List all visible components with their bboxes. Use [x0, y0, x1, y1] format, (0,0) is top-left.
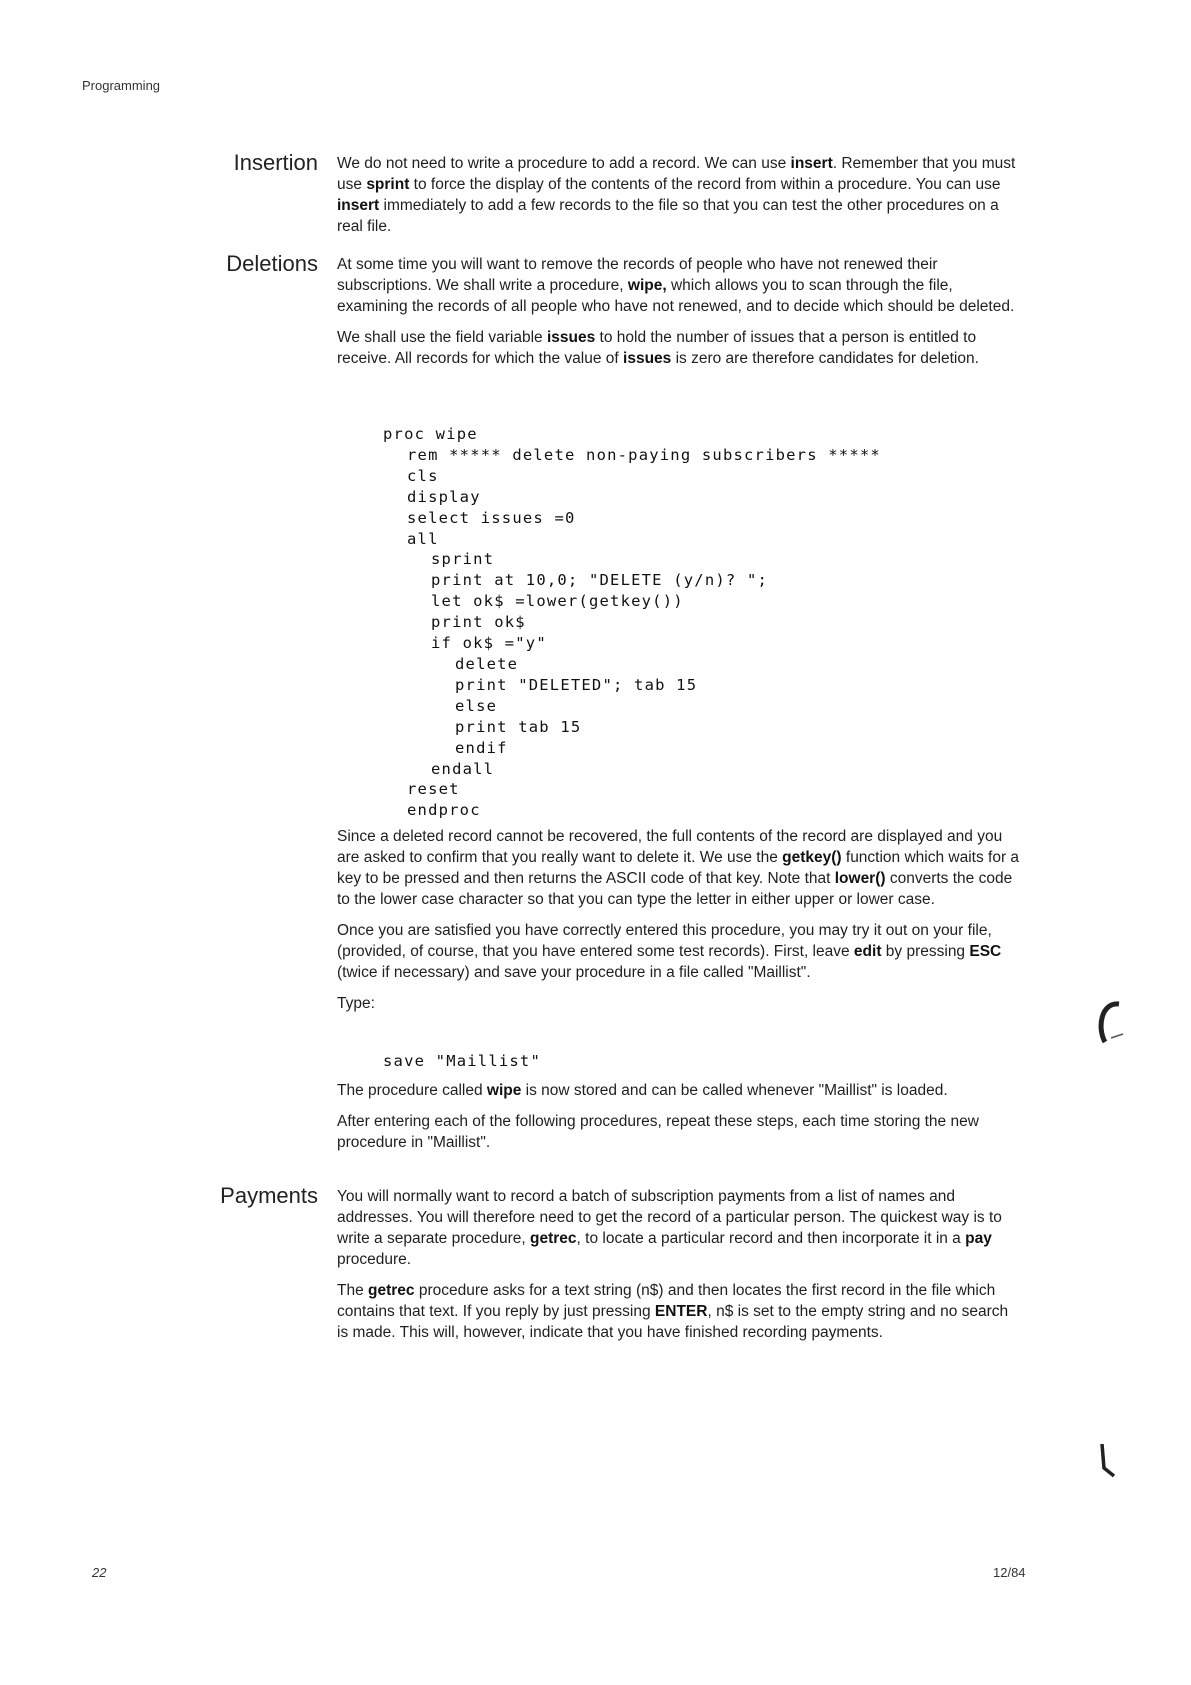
deletions-paragraph-6: After entering each of the following procedures, repeat these steps, each time storing the new procedure in "Maillist". — [337, 1113, 979, 1151]
page-number: 22 — [92, 1565, 107, 1580]
code-line: print at 10,0; "DELETE (y/n)? "; — [431, 571, 769, 590]
code-listing-wipe — [383, 424, 881, 821]
code-line: print tab 15 — [455, 717, 582, 736]
code-line: select issues =0 — [407, 508, 576, 527]
code-line: proc wipe — [383, 425, 478, 443]
code-line: delete — [455, 654, 519, 673]
payments-body — [337, 1186, 1023, 1353]
insertion-body — [337, 153, 1023, 247]
code-line: print "DELETED"; tab 15 — [455, 675, 698, 694]
binder-mark — [1096, 1440, 1120, 1485]
code-line: else — [455, 696, 498, 715]
code-line: cls — [407, 466, 439, 485]
code-line: let ok$ =lower(getkey()) — [431, 592, 684, 611]
deletions-body-top — [337, 254, 1023, 379]
code-line: rem ***** delete non-paying subscribers ***** — [407, 445, 881, 464]
code-line: sprint — [431, 550, 495, 569]
running-header: Programming — [82, 78, 161, 93]
code-line: endproc — [407, 801, 481, 820]
section-title-payments: Payments — [220, 1183, 318, 1208]
section-title-insertion: Insertion — [233, 150, 318, 175]
deletions-paragraph-2: We shall use the field variable issues to hold the number of issues that a person is entitled to receive. All records for which the value of issues is zero are therefore candidates for deletion. — [337, 329, 979, 367]
deletions-paragraph-3: Since a deleted record cannot be recovered, the full contents of the record are displayed and you are asked to confirm that you really want to delete it. We use the getkey() function which waits for a key to be pressed and then returns the ASCII code of that key. Note that lower() converts the code to the lower case character so that you can type the letter in either upper or lower case. — [337, 828, 1020, 908]
code-line: endif — [455, 738, 508, 757]
type-label: Type: — [337, 995, 375, 1012]
code-line: all — [407, 529, 439, 548]
insertion-paragraph-1: We do not need to write a procedure to add a record. We can use insert. Remember that you must use sprint to force the display of the contents of the record from within a procedure. You can use insert immediately to add a few records to the file so that you can test the other procedures on a real file. — [337, 155, 1016, 235]
deletions-paragraph-5: The procedure called wipe is now stored and can be called whenever "Maillist" is loaded. — [337, 1082, 948, 1099]
edition-date: 12/84 — [993, 1565, 1026, 1580]
deletions-body-bottom — [337, 826, 1023, 1024]
binder-mark — [1093, 998, 1133, 1059]
code-line: print ok$ — [431, 613, 526, 632]
code-line: display — [407, 487, 481, 506]
code-line: endall — [431, 759, 495, 778]
payments-paragraph-1: You will normally want to record a batch of subscription payments from a list of names and addresses. You will therefore need to get the record of a particular person. The quickest way is to write a separate procedure, getrec, to locate a particular record and then incorporate it in a pay procedure. — [337, 1188, 1002, 1268]
code-line: reset — [407, 780, 460, 799]
code-save-command: save "Maillist" — [383, 1052, 541, 1070]
deletions-paragraph-4: Once you are satisfied you have correctly entered this procedure, you may try it out on your file, (provided, of course, that you have entered some test records). First, leave edit by pressing ESC (twice if necessary) and save your procedure in a file called "Maillist". — [337, 922, 1002, 981]
section-title-deletions: Deletions — [226, 251, 318, 276]
deletions-paragraph-1: At some time you will want to remove the records of people who have not renewed their subscriptions. We shall write a procedure, wipe, which allows you to scan through the file, examining the records of all people who have not renewed, and to decide which should be deleted. — [337, 256, 1015, 315]
deletions-body-end — [337, 1080, 1023, 1163]
payments-paragraph-2: The getrec procedure asks for a text string (n$) and then locates the first record in the file which contains that text. If you reply by just pressing ENTER, n$ is set to the empty string and no search is made. This will, however, indicate that you have finished recording payments. — [337, 1282, 1009, 1341]
code-line: if ok$ ="y" — [431, 634, 547, 653]
